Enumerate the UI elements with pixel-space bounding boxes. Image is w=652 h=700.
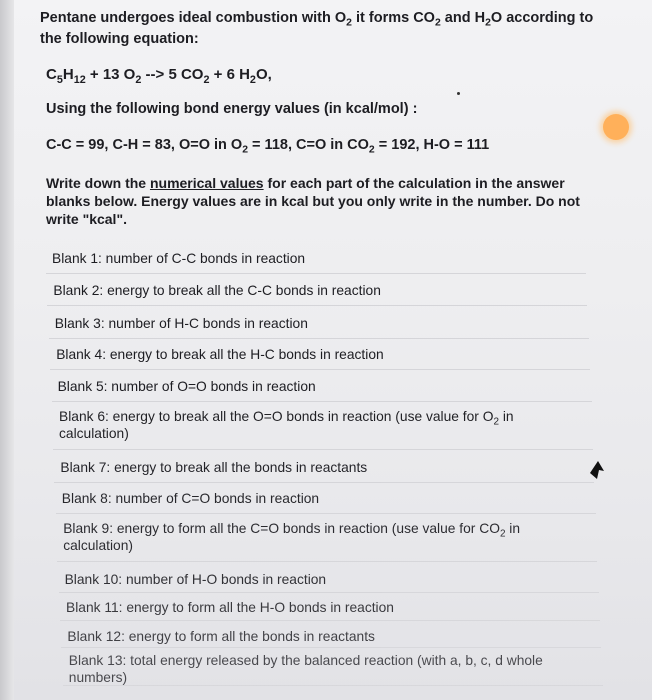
blank-text-line2: calculation) bbox=[63, 538, 133, 553]
blank-label bbox=[67, 628, 595, 645]
eq-part: + 13 O bbox=[85, 66, 136, 83]
eq-sub: 5 bbox=[56, 73, 63, 86]
blank-item bbox=[54, 453, 594, 483]
eq-sub: 2 bbox=[135, 73, 142, 86]
blank-text: in bbox=[499, 409, 514, 424]
bond-energy-intro: Using the following bond energy values (in kcal/mol) : bbox=[46, 101, 418, 117]
blank-text-line2: numbers) bbox=[68, 670, 128, 685]
blank-item bbox=[61, 622, 601, 648]
instr-text: for each part of the calculation in the answer blanks below. Energy values are in kcal but you only write in the number. Do not write "kcal". bbox=[46, 175, 580, 227]
blank-text: Blank 12: energy to form all the bonds in reactants bbox=[67, 629, 375, 644]
eq-part: O, bbox=[255, 66, 272, 83]
bond-text: = 118, C=O in CO bbox=[248, 137, 369, 153]
blank-text: Blank 10: number of H-O bonds in reaction bbox=[64, 572, 327, 587]
blank-text: Blank 3: number of H-C bonds in reaction bbox=[54, 316, 308, 331]
instructions bbox=[46, 174, 606, 228]
blank-label bbox=[66, 599, 594, 616]
eq-sub: 2 bbox=[249, 73, 256, 86]
eq-part: + 6 H bbox=[209, 66, 250, 83]
title-sub: 2 bbox=[485, 17, 491, 29]
bond-text: = 192, H-O = 111 bbox=[374, 137, 490, 153]
blank-text-line2: calculation) bbox=[59, 426, 129, 441]
blank-item bbox=[52, 372, 592, 402]
blank-text: Blank 7: energy to break all the bonds in reactants bbox=[60, 460, 368, 475]
chemical-equation bbox=[46, 66, 272, 86]
blank-item bbox=[47, 276, 587, 306]
bond-sub: 2 bbox=[368, 144, 375, 156]
blank-label bbox=[55, 315, 583, 332]
title-text: the following equation: bbox=[40, 31, 199, 47]
blank-sub: 2 bbox=[499, 528, 506, 540]
eq-part: --> 5 CO bbox=[141, 66, 204, 83]
blank-label bbox=[63, 520, 591, 540]
light-glare bbox=[603, 114, 629, 140]
instr-underlined: numerical values bbox=[149, 175, 264, 191]
blank-item bbox=[60, 593, 600, 621]
blank-item bbox=[53, 402, 593, 450]
bond-text: C-C = 99, C-H = 83, O=O in O bbox=[46, 137, 243, 153]
blank-label bbox=[62, 490, 590, 507]
title-sub: 2 bbox=[434, 17, 441, 29]
bond-energy-values bbox=[46, 137, 490, 156]
blank-item bbox=[56, 484, 596, 514]
blank-text: Blank 2: energy to break all the C-C bonds in reaction bbox=[53, 283, 381, 298]
blank-sub: 2 bbox=[493, 416, 499, 428]
blank-label bbox=[69, 652, 597, 669]
blank-label bbox=[56, 346, 584, 363]
blank-label bbox=[58, 378, 586, 395]
blank-text: Blank 4: energy to break all the H-C bonds in reaction bbox=[56, 347, 384, 362]
blank-item bbox=[50, 340, 590, 370]
question-title bbox=[40, 8, 620, 50]
eq-sub: 2 bbox=[203, 73, 210, 86]
blank-text: Blank 6: energy to break all the O=O bonds in reaction (use value for O bbox=[59, 409, 494, 424]
blank-text: Blank 8: number of C=O bonds in reaction bbox=[61, 491, 320, 506]
blank-text: Blank 9: energy to form all the C=O bonds in reaction (use value for CO bbox=[63, 521, 500, 536]
title-text: and H bbox=[440, 10, 486, 26]
blank-label bbox=[65, 571, 593, 588]
eq-sub: 12 bbox=[73, 73, 86, 86]
blank-label bbox=[52, 250, 580, 267]
dust-speck bbox=[457, 92, 460, 95]
blank-label bbox=[60, 459, 588, 476]
title-sub: 2 bbox=[346, 17, 352, 29]
page-edge bbox=[0, 0, 14, 700]
blank-item bbox=[49, 309, 589, 339]
blank-text: Blank 5: number of O=O bonds in reaction bbox=[57, 379, 316, 394]
blank-text: Blank 13: total energy released by the balanced reaction (with a, b, c, d whole bbox=[68, 653, 543, 668]
blank-item bbox=[46, 244, 586, 274]
blank-text: in bbox=[505, 521, 521, 536]
blank-item bbox=[57, 514, 597, 562]
mouse-cursor-icon bbox=[588, 459, 606, 481]
bond-sub: 2 bbox=[242, 144, 249, 156]
title-text: Pentane undergoes ideal combustion with O bbox=[40, 10, 347, 26]
instr-text: Write down the bbox=[46, 175, 150, 191]
blank-text: Blank 1: number of C-C bonds in reaction bbox=[52, 251, 306, 266]
eq-part: C bbox=[46, 66, 57, 83]
blank-item bbox=[59, 565, 599, 593]
blank-label bbox=[59, 408, 587, 428]
blank-text: Blank 11: energy to form all the H-O bonds in reaction bbox=[66, 600, 394, 615]
title-text: it forms CO bbox=[351, 10, 435, 26]
blank-item bbox=[63, 646, 603, 686]
title-text: O according to bbox=[490, 10, 594, 26]
blank-label bbox=[53, 282, 581, 299]
eq-part: H bbox=[62, 66, 74, 83]
